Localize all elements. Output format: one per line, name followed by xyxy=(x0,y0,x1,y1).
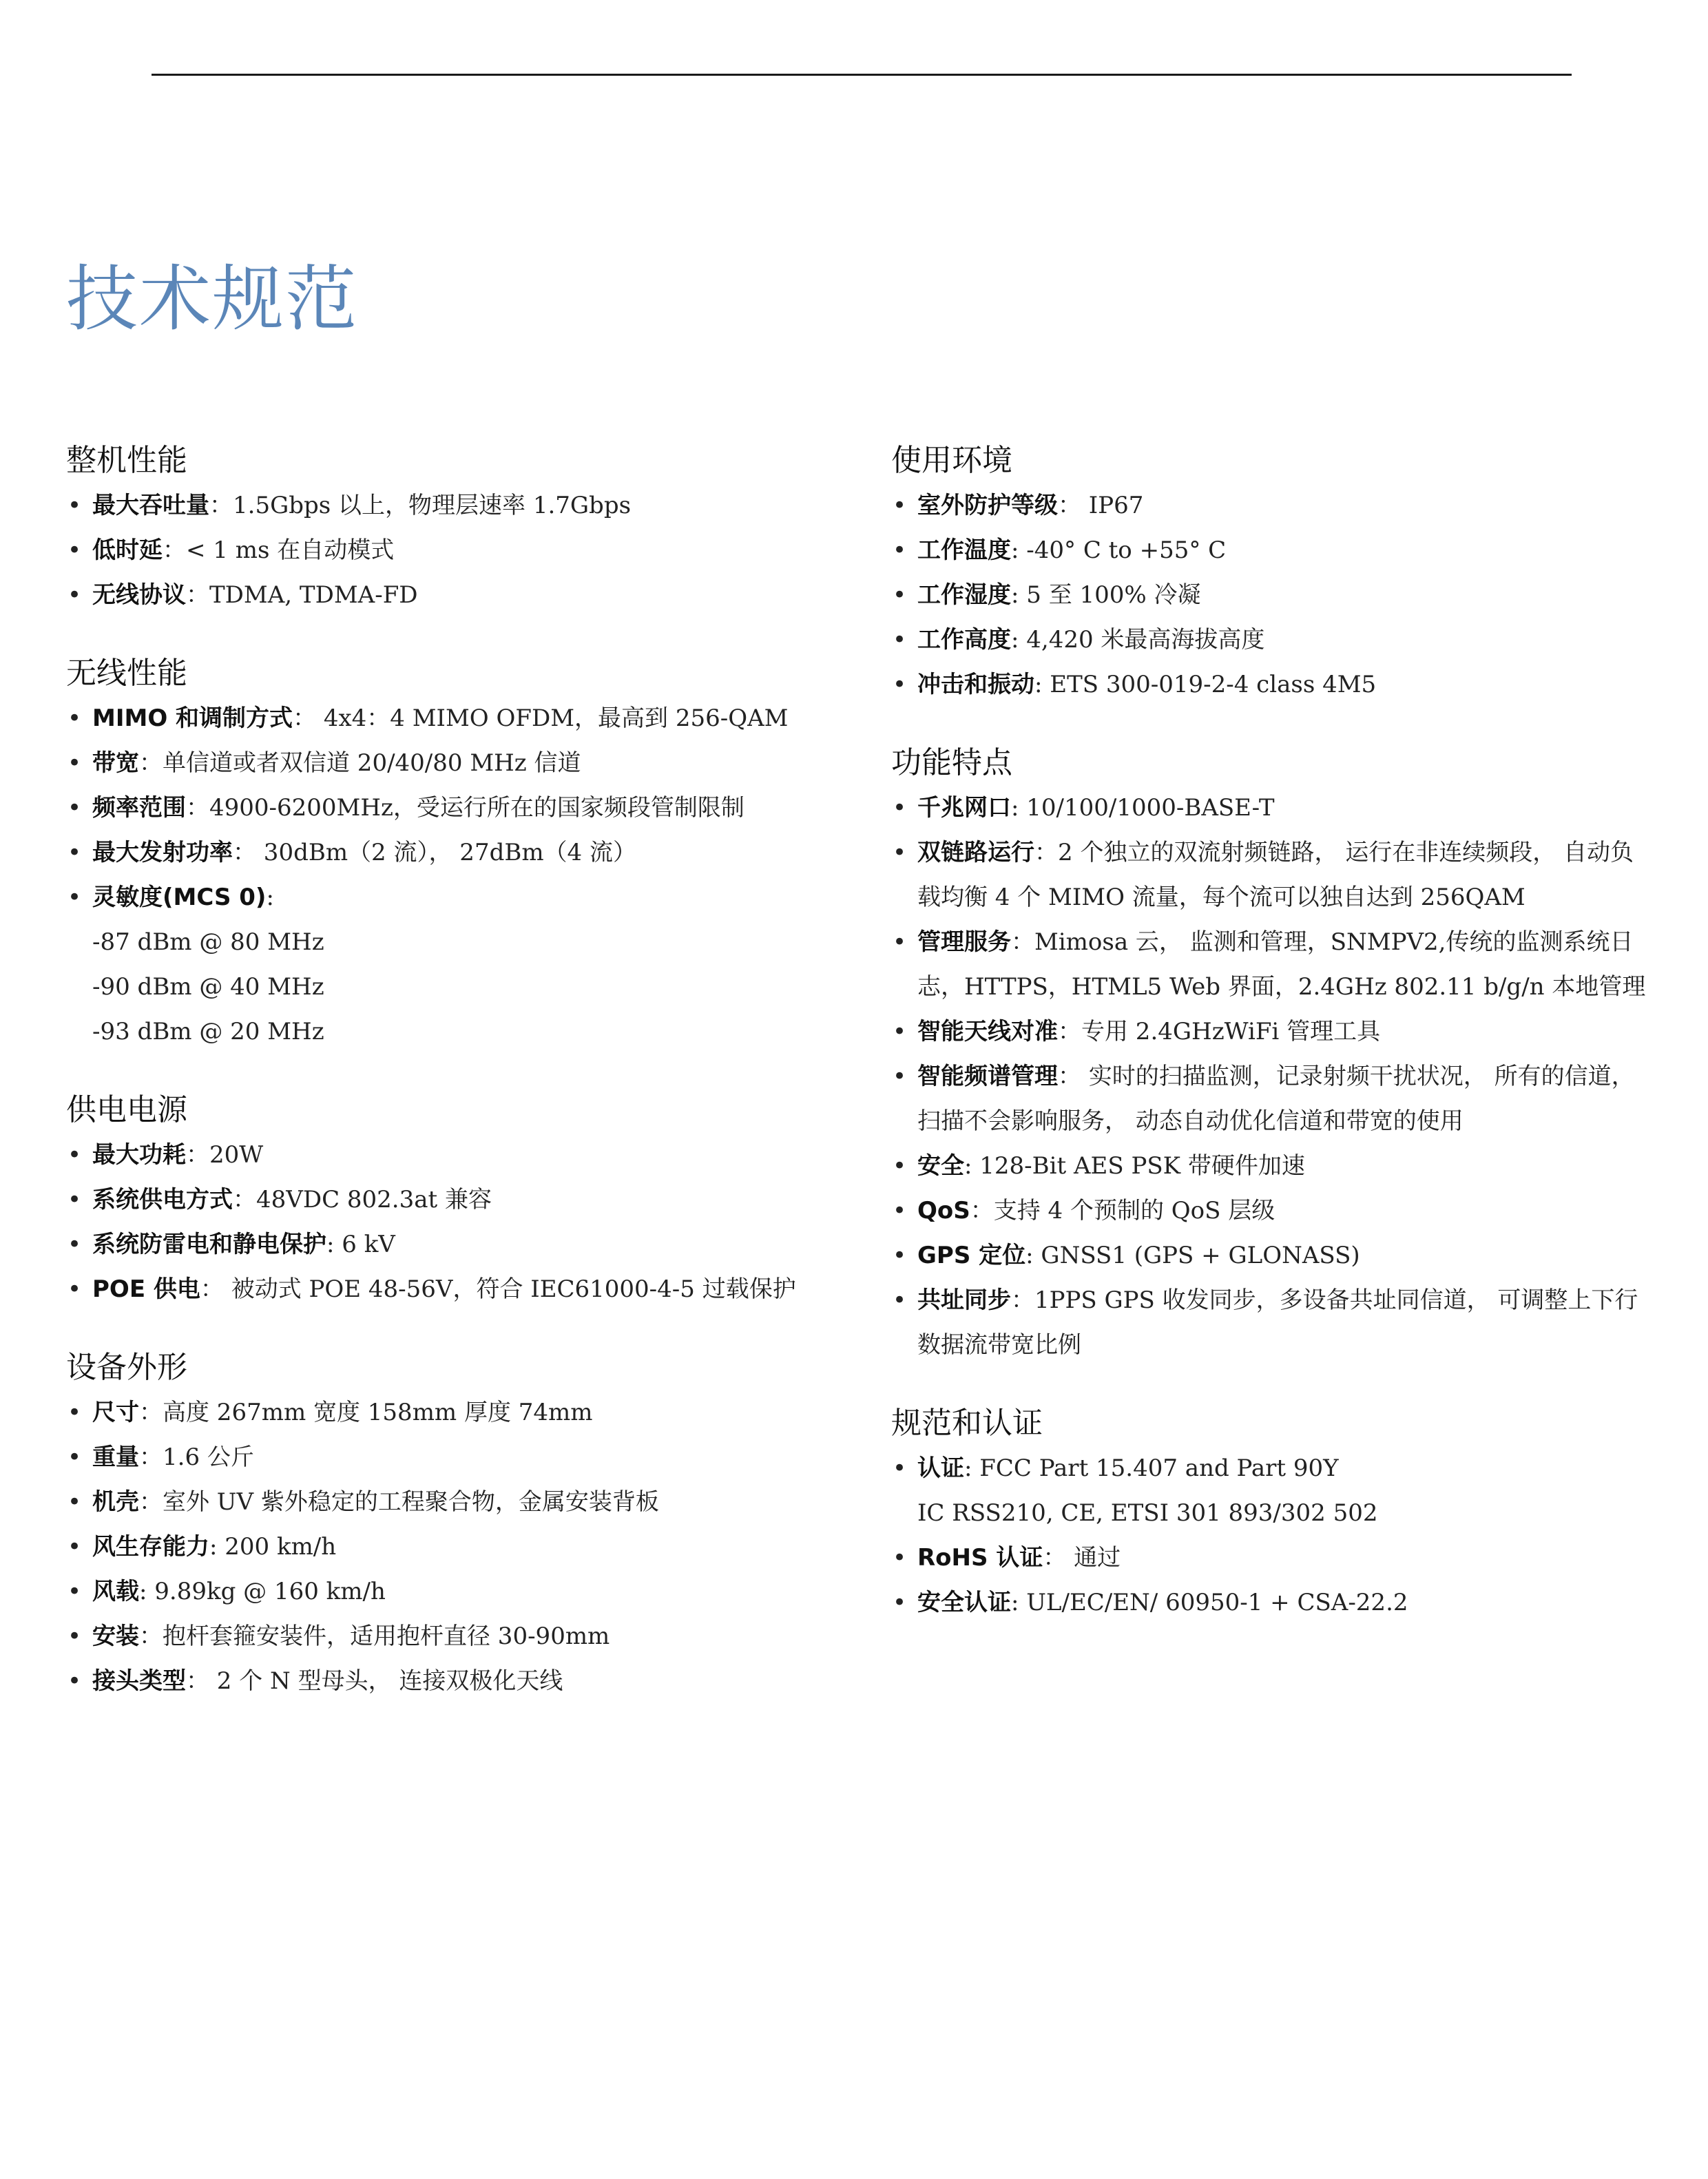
spec-value: : 9.89kg @ 160 km/h xyxy=(139,1578,386,1605)
section-heading: 无线性能 xyxy=(66,656,187,691)
spec-label: 安装 xyxy=(92,1623,139,1650)
spec-value: ： 被动式 POE 48-56V，符合 IEC61000-4-5 过载保护 xyxy=(200,1275,796,1303)
section-physical xyxy=(66,1348,865,1704)
spec-value: : 4,420 米最高海拔高度 xyxy=(1011,626,1265,654)
spec-value: ：1.5Gbps 以上，物理层速率 1.7Gbps xyxy=(209,492,632,519)
top-divider xyxy=(152,74,1572,76)
spec-label: 千兆网口 xyxy=(917,794,1011,822)
spec-label: 认证 xyxy=(917,1455,964,1482)
spec-item-altitude xyxy=(891,618,1656,663)
spec-item-low-latency xyxy=(66,528,865,573)
spec-item-mounting xyxy=(66,1614,865,1659)
spec-label: 无线协议 xyxy=(92,581,186,609)
spec-item-sensitivity xyxy=(66,875,865,1054)
section-heading: 设备外形 xyxy=(66,1350,187,1385)
spec-label: 安全 xyxy=(917,1152,964,1180)
spec-label: 工作高度 xyxy=(917,626,1011,654)
spec-item-poe xyxy=(66,1267,865,1312)
spec-item-wind-survival xyxy=(66,1525,865,1570)
spec-item-humidity xyxy=(891,573,1656,618)
spec-value: : ETS 300-019-2-4 class 4M5 xyxy=(1034,671,1377,698)
spec-value: : FCC Part 15.407 and Part 90Y xyxy=(964,1455,1339,1482)
spec-list xyxy=(66,1390,865,1704)
spec-item-temperature xyxy=(891,528,1656,573)
spec-value: : 128-Bit AES PSK 带硬件加速 xyxy=(964,1152,1305,1180)
spec-item-max-power xyxy=(66,1133,865,1178)
spec-value: ：支持 4 个预制的 QoS 层级 xyxy=(970,1197,1275,1224)
spec-value: : 6 kV xyxy=(326,1231,395,1258)
spec-value: ：2 个独立的双流射频链路， 运行在非连续频段， 自动负载均衡 4 个 MIMO 流量，每个流可以独自达到 256QAM xyxy=(917,839,1634,911)
spec-item-dimensions xyxy=(66,1390,865,1435)
spec-value: ：< 1 ms 在自动模式 xyxy=(163,536,395,564)
spec-label: 系统供电方式 xyxy=(92,1186,233,1213)
spec-list xyxy=(891,1446,1656,1625)
spec-label: 接头类型 xyxy=(92,1667,186,1695)
spec-label: 室外防护等级 xyxy=(917,492,1058,519)
spec-label: GPS 定位 xyxy=(917,1242,1026,1269)
spec-label: 智能频谱管理 xyxy=(917,1063,1058,1090)
spec-item-enclosure xyxy=(66,1480,865,1525)
spec-value: ：20W xyxy=(186,1141,264,1169)
spec-item-connector xyxy=(66,1659,865,1704)
spec-value: : UL/EC/EN/ 60950-1 + CSA-22.2 xyxy=(1011,1589,1408,1616)
spec-item-wind-load xyxy=(66,1570,865,1614)
spec-value: ：48VDC 802.3at 兼容 xyxy=(233,1186,492,1213)
spec-label: 工作湿度 xyxy=(917,581,1011,609)
spec-value: : 5 至 100% 冷凝 xyxy=(1011,581,1201,609)
spec-value: ： 4x4：4 MIMO OFDM，最高到 256-QAM xyxy=(293,705,789,732)
spec-label: 最大功耗 xyxy=(92,1141,186,1169)
section-overall-performance xyxy=(66,441,865,618)
spec-list xyxy=(66,696,865,1054)
spec-value: ：专用 2.4GHzWiFi 管理工具 xyxy=(1058,1018,1381,1045)
spec-label: 带宽 xyxy=(92,749,139,777)
spec-item-security xyxy=(891,1144,1656,1189)
page-title: 技术规范 xyxy=(66,257,359,341)
spec-list xyxy=(66,1133,865,1312)
spec-value: : xyxy=(266,884,274,911)
spec-label: 重量 xyxy=(92,1443,139,1471)
spec-label: 智能天线对准 xyxy=(917,1018,1058,1045)
spec-item-spectrum-management xyxy=(891,1054,1656,1144)
spec-value: : 10/100/1000-BASE-T xyxy=(1011,794,1275,822)
spec-label: 系统防雷电和静电保护 xyxy=(92,1231,326,1258)
spec-label: POE 供电 xyxy=(92,1275,200,1303)
spec-label: MIMO 和调制方式 xyxy=(92,705,293,732)
spec-value: ：4900-6200MHz，受运行所在的国家频段管制限制 xyxy=(186,794,744,822)
sensitivity-line: -90 dBm @ 40 MHz xyxy=(92,973,324,1001)
spec-label: QoS xyxy=(917,1197,970,1224)
spec-label: 风载 xyxy=(92,1578,139,1605)
spec-item-antenna-alignment xyxy=(891,1010,1656,1054)
spec-value: ：高度 267mm 宽度 158mm 厚度 74mm xyxy=(139,1399,593,1426)
spec-value: ：TDMA, TDMA-FD xyxy=(186,581,418,609)
spec-label: 工作温度 xyxy=(917,536,1011,564)
section-certification xyxy=(891,1404,1656,1625)
spec-list xyxy=(891,786,1656,1368)
section-heading: 功能特点 xyxy=(891,745,1012,780)
spec-value: ：1.6 公斤 xyxy=(139,1443,254,1471)
section-environment xyxy=(891,441,1656,707)
spec-label: 最大发射功率 xyxy=(92,839,233,866)
spec-item-bandwidth xyxy=(66,741,865,786)
spec-value: ： 2 个 N 型母头， 连接双极化天线 xyxy=(186,1667,563,1695)
section-wireless-performance xyxy=(66,654,865,1054)
spec-label: 尺寸 xyxy=(92,1399,139,1426)
right-column xyxy=(891,441,1656,1661)
spec-item-weight xyxy=(66,1435,865,1480)
spec-value: ： 通过 xyxy=(1043,1544,1121,1572)
spec-value: ： IP67 xyxy=(1058,492,1144,519)
spec-item-power-method xyxy=(66,1178,865,1222)
section-features xyxy=(891,743,1656,1368)
spec-item-certification xyxy=(891,1446,1656,1536)
spec-value: ：抱杆套箍安装件，适用抱杆直径 30-90mm xyxy=(139,1623,610,1650)
spec-label: 频率范围 xyxy=(92,794,186,822)
spec-item-max-throughput xyxy=(66,483,865,528)
spec-item-wireless-protocol xyxy=(66,573,865,618)
section-power-supply xyxy=(66,1090,865,1312)
spec-item-dual-link xyxy=(891,831,1656,920)
spec-label: 灵敏度(MCS 0) xyxy=(92,884,267,911)
spec-item-shock-vibration xyxy=(891,663,1656,707)
left-column xyxy=(66,441,865,1740)
section-heading: 规范和认证 xyxy=(891,1406,1043,1441)
spec-value: ： 实时的扫描监测，记录射频干扰状况， 所有的信道， 扫描不会影响服务， 动态自动优化信道和带宽的使用 xyxy=(917,1063,1635,1135)
spec-label: 管理服务 xyxy=(917,928,1011,956)
spec-item-rohs xyxy=(891,1536,1656,1581)
spec-item-gps xyxy=(891,1233,1656,1278)
spec-label: 最大吞吐量 xyxy=(92,492,209,519)
spec-value: ： 30dBm（2 流）， 27dBm（4 流） xyxy=(233,839,637,866)
spec-label: 双链路运行 xyxy=(917,839,1034,866)
spec-item-gigabit-port xyxy=(891,786,1656,831)
spec-label: 共址同步 xyxy=(917,1286,1011,1314)
spec-item-mimo xyxy=(66,696,865,741)
spec-list xyxy=(66,483,865,618)
spec-value: ：单信道或者双信道 20/40/80 MHz 信道 xyxy=(139,749,581,777)
spec-value: ：1PPS GPS 收发同步，多设备共址同信道， 可调整上下行数据流带宽比例 xyxy=(917,1286,1638,1359)
spec-label: 冲击和振动 xyxy=(917,671,1034,698)
spec-label: 低时延 xyxy=(92,536,163,564)
spec-label: RoHS 认证 xyxy=(917,1544,1043,1572)
spec-item-qos xyxy=(891,1189,1656,1233)
spec-item-frequency-range xyxy=(66,786,865,831)
spec-list xyxy=(891,483,1656,707)
spec-item-ip-rating xyxy=(891,483,1656,528)
spec-item-surge-protection xyxy=(66,1222,865,1267)
section-heading: 整机性能 xyxy=(66,443,187,478)
spec-label: 安全认证 xyxy=(917,1589,1011,1616)
spec-value: : GNSS1 (GPS + GLONASS) xyxy=(1025,1242,1360,1269)
spec-item-colocation-sync xyxy=(891,1278,1656,1368)
spec-label: 风生存能力 xyxy=(92,1533,209,1561)
spec-item-management xyxy=(891,920,1656,1010)
spec-value: ：室外 UV 紫外稳定的工程聚合物，金属安装背板 xyxy=(139,1488,659,1516)
section-heading: 使用环境 xyxy=(891,443,1012,478)
certification-extra-line: IC RSS210, CE, ETSI 301 893/302 502 xyxy=(917,1499,1378,1527)
spec-value: ：Mimosa 云， 监测和管理，SNMPV2,传统的监测系统日志，HTTPS，HTML5 Web 界面，2.4GHz 802.11 b/g/n 本地管理 xyxy=(917,928,1646,1001)
spec-label: 机壳 xyxy=(92,1488,139,1516)
spec-value: : 200 km/h xyxy=(209,1533,337,1561)
sensitivity-line: -93 dBm @ 20 MHz xyxy=(92,1018,324,1045)
spec-item-safety-cert xyxy=(891,1581,1656,1625)
spec-value: : -40° C to +55° C xyxy=(1011,536,1227,564)
sensitivity-line: -87 dBm @ 80 MHz xyxy=(92,928,324,956)
spec-item-max-tx-power xyxy=(66,831,865,875)
section-heading: 供电电源 xyxy=(66,1092,187,1127)
